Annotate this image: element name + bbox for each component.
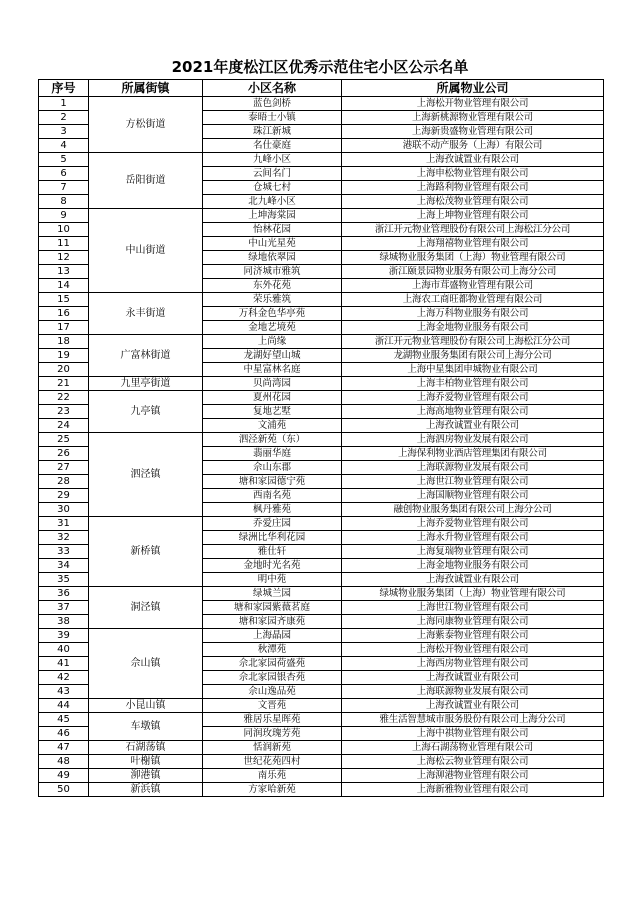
table-row [39, 713, 604, 727]
cell-community: 绿城兰园 [203, 587, 342, 601]
cell-community: 金地艺境苑 [203, 321, 342, 335]
cell-no: 14 [39, 279, 89, 293]
cell-community: 上坤海棠园 [203, 209, 342, 223]
cell-company: 上海同康物业管理有限公司 [342, 615, 604, 629]
cell-community: 绿地依翠园 [203, 251, 342, 265]
cell-community: 上尚缘 [203, 335, 342, 349]
cell-community: 龙湖好望山城 [203, 349, 342, 363]
cell-company: 上海松云物业管理有限公司 [342, 755, 604, 769]
cell-community: 绿洲比华利花园 [203, 531, 342, 545]
cell-district: 叶榭镇 [89, 755, 203, 769]
cell-community: 夏州花园 [203, 391, 342, 405]
cell-company: 上海联源物业发展有限公司 [342, 685, 604, 699]
cell-company: 上海翔禧物业管理有限公司 [342, 237, 604, 251]
cell-community: 明中苑 [203, 573, 342, 587]
cell-community: 怡林花园 [203, 223, 342, 237]
cell-community: 西南名苑 [203, 489, 342, 503]
cell-no: 1 [39, 97, 89, 111]
cell-no: 30 [39, 503, 89, 517]
header-community: 小区名称 [203, 80, 342, 97]
cell-no: 34 [39, 559, 89, 573]
cell-community: 万科金色华亭苑 [203, 307, 342, 321]
cell-district: 泗泾镇 [89, 433, 203, 517]
cell-company: 上海金地物业服务有限公司 [342, 559, 604, 573]
cell-company: 上海联源物业发展有限公司 [342, 461, 604, 475]
cell-company: 上海泖港物业管理有限公司 [342, 769, 604, 783]
cell-community: 世纪花苑四村 [203, 755, 342, 769]
cell-district: 广富林街道 [89, 335, 203, 377]
cell-no: 24 [39, 419, 89, 433]
cell-company: 上海国顺物业管理有限公司 [342, 489, 604, 503]
cell-community: 南乐苑 [203, 769, 342, 783]
cell-company: 上海新雅物业管理有限公司 [342, 783, 604, 797]
cell-community: 塘和家园齐康苑 [203, 615, 342, 629]
cell-no: 3 [39, 125, 89, 139]
cell-company: 上海孜诚置业有限公司 [342, 573, 604, 587]
cell-community: 塘和家园德宁苑 [203, 475, 342, 489]
cell-company: 上海松茂物业管理有限公司 [342, 195, 604, 209]
table-row [39, 755, 604, 769]
cell-community: 恬润新苑 [203, 741, 342, 755]
table-row [39, 433, 604, 447]
cell-district: 新桥镇 [89, 517, 203, 587]
community-table [38, 79, 604, 797]
cell-community: 佘山逸品苑 [203, 685, 342, 699]
cell-no: 25 [39, 433, 89, 447]
cell-community: 塘和家园紫薇茗庭 [203, 601, 342, 615]
cell-no: 43 [39, 685, 89, 699]
cell-no: 17 [39, 321, 89, 335]
cell-no: 33 [39, 545, 89, 559]
cell-company: 上海金地物业服务有限公司 [342, 321, 604, 335]
cell-no: 7 [39, 181, 89, 195]
cell-no: 27 [39, 461, 89, 475]
cell-no: 40 [39, 643, 89, 657]
cell-community: 九峰小区 [203, 153, 342, 167]
cell-district: 永丰街道 [89, 293, 203, 335]
cell-company: 上海乔爱物业管理有限公司 [342, 391, 604, 405]
cell-no: 15 [39, 293, 89, 307]
cell-company: 绿城物业服务集团（上海）物业管理有限公司 [342, 587, 604, 601]
cell-community: 文浦苑 [203, 419, 342, 433]
cell-no: 13 [39, 265, 89, 279]
cell-company: 上海孜诚置业有限公司 [342, 699, 604, 713]
cell-company: 上海世江物业管理有限公司 [342, 475, 604, 489]
cell-company: 上海新桃源物业管理有限公司 [342, 111, 604, 125]
cell-community: 文晋苑 [203, 699, 342, 713]
cell-company: 上海中星集团申城物业有限公司 [342, 363, 604, 377]
cell-community: 同润玫瑰芳苑 [203, 727, 342, 741]
cell-no: 45 [39, 713, 89, 727]
cell-no: 41 [39, 657, 89, 671]
cell-no: 12 [39, 251, 89, 265]
cell-company: 上海孜诚置业有限公司 [342, 671, 604, 685]
cell-district: 新浜镇 [89, 783, 203, 797]
table-row [39, 741, 604, 755]
cell-district: 岳阳街道 [89, 153, 203, 209]
cell-community: 同济城市雅筑 [203, 265, 342, 279]
cell-company: 上海高地物业管理有限公司 [342, 405, 604, 419]
cell-district: 石湖荡镇 [89, 741, 203, 755]
cell-no: 50 [39, 783, 89, 797]
cell-community: 方家哈新苑 [203, 783, 342, 797]
table-row [39, 377, 604, 391]
cell-no: 29 [39, 489, 89, 503]
cell-company: 上海泗房物业发展有限公司 [342, 433, 604, 447]
cell-district: 方松街道 [89, 97, 203, 153]
cell-company: 港联不动产服务（上海）有限公司 [342, 139, 604, 153]
cell-company: 融创物业服务集团有限公司上海分公司 [342, 503, 604, 517]
cell-community: 枫丹雅苑 [203, 503, 342, 517]
cell-company: 上海松开物业管理有限公司 [342, 97, 604, 111]
cell-community: 佘山东郡 [203, 461, 342, 475]
cell-company: 浙江颐景园物业服务有限公司上海分公司 [342, 265, 604, 279]
cell-company: 上海万科物业服务有限公司 [342, 307, 604, 321]
cell-no: 2 [39, 111, 89, 125]
cell-no: 32 [39, 531, 89, 545]
cell-community: 泰晤士小镇 [203, 111, 342, 125]
cell-community: 贝尚湾园 [203, 377, 342, 391]
cell-community: 佘北家园银杏苑 [203, 671, 342, 685]
cell-company: 上海石湖荡物业管理有限公司 [342, 741, 604, 755]
cell-company: 上海路利物业管理有限公司 [342, 181, 604, 195]
cell-company: 上海农工商旺都物业管理有限公司 [342, 293, 604, 307]
cell-district: 九亭镇 [89, 391, 203, 433]
cell-no: 42 [39, 671, 89, 685]
table-row [39, 699, 604, 713]
cell-community: 金地时光名苑 [203, 559, 342, 573]
cell-no: 21 [39, 377, 89, 391]
cell-community: 荣乐雅筑 [203, 293, 342, 307]
cell-no: 38 [39, 615, 89, 629]
table-row [39, 587, 604, 601]
cell-company: 上海中祺物业管理有限公司 [342, 727, 604, 741]
cell-community: 仓城七村 [203, 181, 342, 195]
cell-company: 雅生活智慧城市服务股份有限公司上海分公司 [342, 713, 604, 727]
cell-company: 上海永升物业管理有限公司 [342, 531, 604, 545]
table-row [39, 783, 604, 797]
cell-company: 上海孜诚置业有限公司 [342, 153, 604, 167]
cell-no: 22 [39, 391, 89, 405]
cell-company: 上海孜诚置业有限公司 [342, 419, 604, 433]
cell-community: 珠江新城 [203, 125, 342, 139]
cell-company: 上海世江物业管理有限公司 [342, 601, 604, 615]
page-title: 2021年度松江区优秀示范住宅小区公示名单 [171, 58, 469, 76]
table-header-row [39, 80, 604, 97]
cell-no: 36 [39, 587, 89, 601]
cell-community: 复地艺墅 [203, 405, 342, 419]
cell-company: 龙湖物业服务集团有限公司上海分公司 [342, 349, 604, 363]
table-row [39, 153, 604, 167]
cell-community: 乔爱庄园 [203, 517, 342, 531]
cell-no: 49 [39, 769, 89, 783]
table-row [39, 629, 604, 643]
cell-no: 48 [39, 755, 89, 769]
cell-district: 泖港镇 [89, 769, 203, 783]
cell-no: 44 [39, 699, 89, 713]
cell-no: 10 [39, 223, 89, 237]
cell-district: 洞泾镇 [89, 587, 203, 629]
table-row [39, 97, 604, 111]
cell-company: 上海丰柏物业管理有限公司 [342, 377, 604, 391]
cell-company: 绿城物业服务集团（上海）物业管理有限公司 [342, 251, 604, 265]
cell-community: 雅居乐星晖苑 [203, 713, 342, 727]
header-district: 所属街镇 [89, 80, 203, 97]
cell-no: 11 [39, 237, 89, 251]
cell-company: 上海西房物业管理有限公司 [342, 657, 604, 671]
table-row [39, 335, 604, 349]
cell-no: 37 [39, 601, 89, 615]
cell-community: 佘北家园荷盛苑 [203, 657, 342, 671]
cell-community: 翡丽华庭 [203, 447, 342, 461]
cell-no: 28 [39, 475, 89, 489]
cell-community: 云间名门 [203, 167, 342, 181]
cell-district: 九里亭街道 [89, 377, 203, 391]
cell-no: 47 [39, 741, 89, 755]
cell-no: 9 [39, 209, 89, 223]
cell-company: 上海乔爱物业管理有限公司 [342, 517, 604, 531]
cell-company: 上海松开物业管理有限公司 [342, 643, 604, 657]
cell-company: 上海新贵盛物业管理有限公司 [342, 125, 604, 139]
cell-district: 佘山镇 [89, 629, 203, 699]
cell-no: 39 [39, 629, 89, 643]
cell-no: 31 [39, 517, 89, 531]
cell-company: 浙江开元物业管理股份有限公司上海松江分公司 [342, 335, 604, 349]
cell-no: 8 [39, 195, 89, 209]
cell-community: 秋潭苑 [203, 643, 342, 657]
cell-community: 东外花苑 [203, 279, 342, 293]
cell-company: 上海保利物业酒店管理集团有限公司 [342, 447, 604, 461]
cell-no: 18 [39, 335, 89, 349]
cell-no: 6 [39, 167, 89, 181]
cell-company: 上海市茸盛物业管理有限公司 [342, 279, 604, 293]
cell-district: 小昆山镇 [89, 699, 203, 713]
cell-no: 23 [39, 405, 89, 419]
cell-district: 中山街道 [89, 209, 203, 293]
cell-community: 雅仕轩 [203, 545, 342, 559]
table-row [39, 769, 604, 783]
cell-no: 4 [39, 139, 89, 153]
table-body [39, 97, 604, 797]
cell-community: 上海晶园 [203, 629, 342, 643]
table-row [39, 517, 604, 531]
cell-community: 蓝色剑桥 [203, 97, 342, 111]
cell-community: 泗泾新苑（东） [203, 433, 342, 447]
header-no: 序号 [39, 80, 89, 97]
cell-no: 16 [39, 307, 89, 321]
cell-no: 35 [39, 573, 89, 587]
cell-no: 19 [39, 349, 89, 363]
table-row [39, 209, 604, 223]
cell-no: 46 [39, 727, 89, 741]
cell-community: 北九峰小区 [203, 195, 342, 209]
table-row [39, 293, 604, 307]
cell-community: 中星富林名庭 [203, 363, 342, 377]
cell-no: 20 [39, 363, 89, 377]
table-row [39, 391, 604, 405]
cell-company: 浙江开元物业管理股份有限公司上海松江分公司 [342, 223, 604, 237]
cell-community: 中山光星苑 [203, 237, 342, 251]
cell-company: 上海申松物业管理有限公司 [342, 167, 604, 181]
cell-no: 26 [39, 447, 89, 461]
cell-company: 上海复瑞物业管理有限公司 [342, 545, 604, 559]
cell-community: 名仕豪庭 [203, 139, 342, 153]
cell-district: 车墩镇 [89, 713, 203, 741]
cell-company: 上海紫泰物业管理有限公司 [342, 629, 604, 643]
cell-company: 上海上坤物业管理有限公司 [342, 209, 604, 223]
cell-no: 5 [39, 153, 89, 167]
header-company: 所属物业公司 [342, 80, 604, 97]
